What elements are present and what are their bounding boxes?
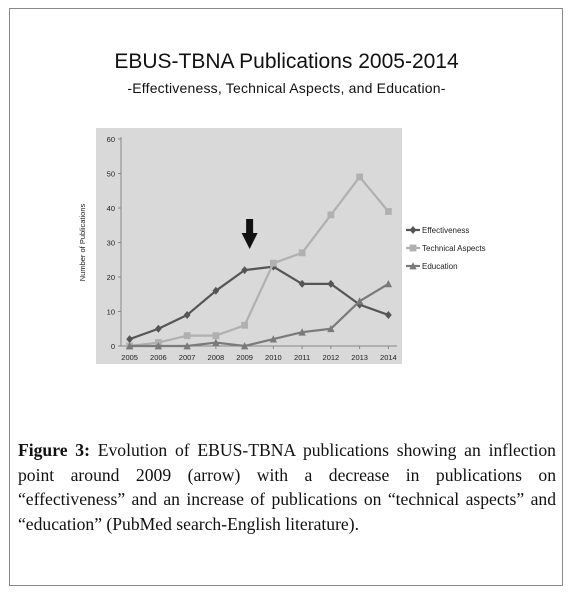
x-tick-label: 2005 (121, 353, 138, 362)
data-point-effectiveness (126, 335, 133, 343)
legend-label-education: Education (422, 262, 458, 271)
chart-subtitle: -Effectiveness, Technical Aspects, and Education- (127, 80, 446, 96)
caption-text: Evolution of EBUS-TBNA publications showing an inflection point around 2009 (arrow) with a decrease in publications on “effectiveness” and an increase of publications on “technical aspects” and “education” (PubMed search-English literature). (18, 440, 556, 534)
data-point-effectiveness (155, 325, 162, 333)
y-tick-label: 60 (106, 135, 115, 144)
y-tick-label: 50 (106, 169, 115, 179)
x-tick-label: 2012 (322, 353, 340, 362)
data-point-technical-aspects (212, 332, 219, 339)
x-tick-label: 2007 (178, 353, 196, 362)
y-tick-label: 0 (110, 342, 115, 351)
x-tick-label: 2011 (294, 353, 311, 362)
data-point-effectiveness (299, 280, 306, 288)
series-line-technical-aspects (130, 177, 389, 346)
data-point-technical-aspects (184, 332, 191, 339)
x-tick-label: 2008 (207, 353, 225, 362)
x-tick-label: 2013 (351, 353, 368, 362)
x-tick-label: 2010 (265, 353, 282, 362)
y-tick-label: 30 (106, 238, 115, 248)
y-tick-label: 20 (106, 273, 115, 282)
data-point-technical-aspects (270, 260, 277, 267)
legend-label-effectiveness: Effectiveness (422, 226, 470, 235)
y-tick-label: 40 (106, 204, 115, 213)
data-point-education (385, 280, 392, 287)
data-point-technical-aspects (385, 208, 392, 215)
data-point-effectiveness (385, 311, 392, 319)
legend-label-technical-aspects: Technical Aspects (422, 244, 486, 253)
data-point-technical-aspects (327, 212, 334, 219)
legend-marker-effectiveness (410, 226, 417, 234)
arrow-head (242, 233, 258, 249)
chart-title: EBUS-TBNA Publications 2005-2014 (114, 50, 459, 73)
arrow-shaft (246, 219, 253, 234)
caption-label: Figure 3: (18, 440, 90, 460)
data-point-technical-aspects (356, 174, 363, 181)
x-tick-label: 2014 (380, 353, 397, 362)
data-point-technical-aspects (299, 249, 306, 256)
series-line-effectiveness (130, 267, 389, 339)
legend-marker-technical-aspects (410, 245, 417, 252)
x-tick-label: 2006 (150, 353, 167, 362)
y-tick-label: 10 (106, 307, 115, 317)
x-tick-label: 2009 (236, 353, 253, 362)
y-axis-title: Number of Publications (78, 203, 87, 282)
figure-caption (18, 438, 556, 536)
data-point-technical-aspects (241, 322, 248, 329)
